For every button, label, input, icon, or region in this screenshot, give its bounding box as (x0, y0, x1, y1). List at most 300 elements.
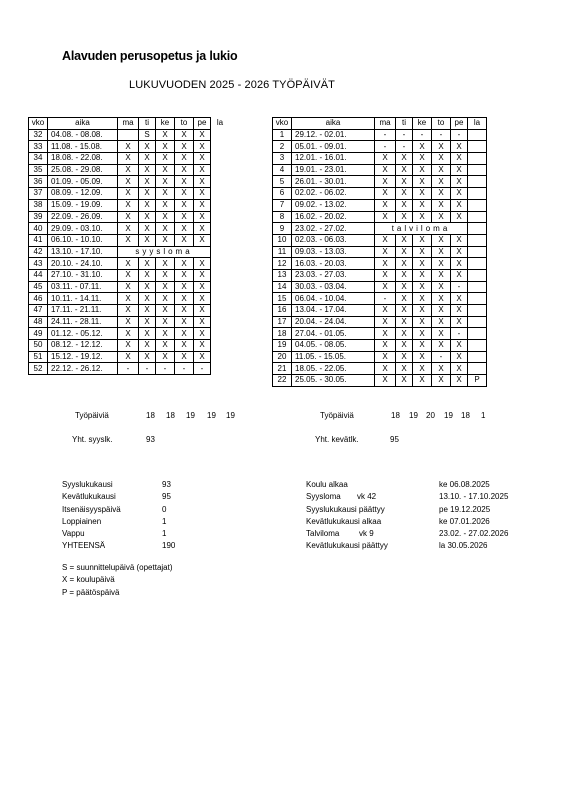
week-date-range: 23.03. - 27.03. (292, 269, 375, 281)
day-cell-to: X (175, 305, 194, 317)
day-cell-ma: - (375, 293, 396, 305)
day-cell-to: X (175, 316, 194, 328)
day-cell-ke: X (156, 258, 175, 270)
workdays-value-pe: 19 (226, 411, 235, 420)
week-date-range: 18.08. - 22.08. (48, 153, 118, 165)
day-cell-ti: X (396, 293, 413, 305)
day-cell-ke: X (156, 211, 175, 223)
day-cell-ti: X (396, 363, 413, 375)
day-cell-ti: X (139, 234, 156, 246)
day-cell-ti: - (139, 363, 156, 375)
day-cell-ti: X (396, 234, 413, 246)
week-date-range: 18.05. - 22.05. (292, 363, 375, 375)
day-cell-ti: X (139, 188, 156, 200)
column-header-ma: ma (375, 118, 396, 130)
autumn-calendar-table (28, 117, 230, 375)
day-cell-to: X (175, 199, 194, 211)
day-cell-ma: - (375, 129, 396, 141)
workdays-value-ti: 18 (166, 411, 175, 420)
day-cell-la (211, 129, 230, 141)
week-row (273, 153, 487, 165)
key-dates-extras (357, 479, 376, 553)
week-date-range: 20.04. - 24.04. (292, 316, 375, 328)
day-cell-ke: X (413, 176, 432, 188)
week-row (273, 129, 487, 141)
day-cell-ma: X (375, 305, 396, 317)
week-number: 35 (29, 164, 48, 176)
day-cell-ma: X (118, 340, 139, 352)
day-cell-la (211, 188, 230, 200)
day-cell-ma: X (118, 153, 139, 165)
workdays-label: Työpäiviä (75, 411, 109, 420)
day-counts-labels (62, 479, 121, 553)
week-number: 2 (273, 141, 292, 153)
week-row (273, 234, 487, 246)
spring-total-label: Yht. kevätlk. (315, 435, 359, 444)
day-cell-ma: X (375, 199, 396, 211)
week-date-range: 17.11. - 21.11. (48, 305, 118, 317)
date-extra (357, 540, 376, 552)
date-label: Kevätlukukausi päättyy (306, 541, 388, 551)
day-cell-pe: X (194, 340, 211, 352)
day-cell-ti: X (396, 305, 413, 317)
week-number: 20 (273, 351, 292, 363)
count-value: 1 (162, 529, 167, 539)
day-cell-to: - (432, 129, 451, 141)
spring-total-value: 95 (390, 435, 399, 444)
week-date-range: 09.02. - 13.02. (292, 199, 375, 211)
day-cell-ke: X (413, 188, 432, 200)
day-cell-la (211, 305, 230, 317)
day-cell-ke: X (156, 188, 175, 200)
week-date-range: 16.03. - 20.03. (292, 258, 375, 270)
day-cell-ti: X (139, 176, 156, 188)
week-row (29, 211, 230, 223)
week-date-range: 26.01. - 30.01. (292, 176, 375, 188)
day-cell-ke: - (156, 363, 175, 375)
week-row (273, 164, 487, 176)
week-row (29, 351, 230, 363)
day-cell-la (468, 340, 487, 352)
day-cell-to: X (432, 234, 451, 246)
week-row (29, 234, 230, 246)
day-cell-pe: X (194, 211, 211, 223)
day-cell-ke: X (413, 328, 432, 340)
day-cell-ma: X (118, 281, 139, 293)
workdays-value-ma: 18 (146, 411, 155, 420)
date-value: ke 06.08.2025 (439, 480, 490, 489)
day-cell-to: X (432, 305, 451, 317)
day-cell-to: X (432, 340, 451, 352)
day-cell-pe: X (451, 176, 468, 188)
day-cell-ke: X (413, 363, 432, 375)
day-cell-ke: X (156, 316, 175, 328)
week-number: 6 (273, 188, 292, 200)
week-number: 9 (273, 223, 292, 235)
day-cell-to: X (432, 328, 451, 340)
day-cell-pe: X (194, 199, 211, 211)
day-cell-la (468, 234, 487, 246)
week-number: 3 (273, 153, 292, 165)
day-cell-ti: X (139, 153, 156, 165)
week-number: 16 (273, 305, 292, 317)
day-cell-ma: X (118, 199, 139, 211)
day-cell-pe: X (194, 305, 211, 317)
day-cell-ke: X (156, 223, 175, 235)
key-dates-values (439, 479, 508, 553)
column-header-la: la (468, 118, 487, 130)
day-cell-pe: X (451, 293, 468, 305)
day-cell-ma: X (118, 141, 139, 153)
day-cell-ke: X (413, 199, 432, 211)
week-number: 52 (29, 363, 48, 375)
day-cell-la (468, 316, 487, 328)
day-cell-ti: X (139, 223, 156, 235)
day-cell-ti: X (396, 211, 413, 223)
week-row (273, 340, 487, 352)
day-cell-la (211, 141, 230, 153)
day-cell-ma: X (375, 340, 396, 352)
column-header-vko: vko (29, 118, 48, 130)
week-number: 46 (29, 293, 48, 305)
column-header-ma: ma (118, 118, 139, 130)
day-cell-pe: X (451, 269, 468, 281)
week-date-range: 27.10. - 31.10. (48, 269, 118, 281)
day-cell-ma: X (375, 153, 396, 165)
date-extra (357, 504, 376, 516)
week-number: 38 (29, 199, 48, 211)
workdays-value-to: 19 (207, 411, 216, 420)
day-cell-to: X (432, 246, 451, 258)
spring-calendar-table (272, 117, 487, 387)
workdays-value-to: 19 (444, 411, 453, 420)
day-cell-to: X (432, 269, 451, 281)
date-label: Syysloma (306, 492, 341, 502)
week-number: 19 (273, 340, 292, 352)
week-row (273, 363, 487, 375)
workdays-value-pe: 18 (461, 411, 470, 420)
day-cell-ti: X (139, 281, 156, 293)
date-extra: vk 9 (359, 529, 374, 539)
day-cell-to: - (175, 363, 194, 375)
day-cell-to: X (432, 363, 451, 375)
week-row (273, 258, 487, 270)
day-cell-pe: X (451, 234, 468, 246)
week-number: 50 (29, 340, 48, 352)
day-cell-ma: X (118, 223, 139, 235)
week-date-range: 04.08. - 08.08. (48, 129, 118, 141)
week-row (29, 188, 230, 200)
day-cell-ti: X (396, 199, 413, 211)
day-cell-ke: X (413, 316, 432, 328)
day-cell-ma: X (375, 211, 396, 223)
column-header-aika: aika (48, 118, 118, 130)
day-cell-to: X (175, 141, 194, 153)
day-cell-la (211, 164, 230, 176)
week-date-range: 20.10. - 24.10. (48, 258, 118, 270)
week-number: 32 (29, 129, 48, 141)
week-row (273, 176, 487, 188)
week-row (273, 211, 487, 223)
day-cell-la (468, 199, 487, 211)
week-number: 22 (273, 375, 292, 387)
day-cell-la (468, 269, 487, 281)
day-cell-ti: X (396, 375, 413, 387)
week-date-range: 22.12. - 26.12. (48, 363, 118, 375)
day-cell-ma: X (118, 305, 139, 317)
holiday-label: syysloma (118, 246, 211, 258)
day-cell-ti: X (139, 211, 156, 223)
day-cell-ti: X (139, 305, 156, 317)
day-cell-la (468, 176, 487, 188)
week-date-range: 23.02. - 27.02. (292, 223, 375, 235)
holiday-label: talviloma (375, 223, 468, 235)
column-header-to: to (432, 118, 451, 130)
week-number: 15 (273, 293, 292, 305)
day-cell-ma: X (118, 293, 139, 305)
week-row (29, 305, 230, 317)
day-cell-pe: X (194, 328, 211, 340)
week-row (29, 363, 230, 375)
day-cell-ke: X (413, 258, 432, 270)
day-cell-pe: X (194, 164, 211, 176)
day-cell-la (211, 234, 230, 246)
day-cell-ti: X (396, 281, 413, 293)
day-cell-ma: X (375, 176, 396, 188)
workdays-value-ma: 18 (391, 411, 400, 420)
week-row (29, 328, 230, 340)
week-date-range: 19.01. - 23.01. (292, 164, 375, 176)
date-value: pe 19.12.2025 (439, 504, 491, 514)
day-cell-pe: - (194, 363, 211, 375)
week-number: 12 (273, 258, 292, 270)
week-number: 8 (273, 211, 292, 223)
week-number: 14 (273, 281, 292, 293)
date-value: 23.02. - 27.02.2026 (439, 529, 509, 539)
day-cell-la (468, 281, 487, 293)
week-number: 21 (273, 363, 292, 375)
day-cell-la: P (468, 375, 487, 387)
legend-item-s: S = suunnittelupäivä (opettajat) (62, 563, 173, 572)
date-value: la 30.05.2026 (439, 541, 488, 551)
week-row (29, 164, 230, 176)
date-extra: vk 42 (357, 492, 377, 502)
week-row (29, 129, 230, 141)
day-cell-ke: X (413, 293, 432, 305)
week-row (273, 293, 487, 305)
day-cell-ma: X (375, 246, 396, 258)
day-cell-pe: X (194, 141, 211, 153)
day-cell-pe: X (194, 281, 211, 293)
count-value: 190 (162, 541, 176, 551)
day-cell-ke: X (156, 153, 175, 165)
day-cell-to: X (175, 351, 194, 363)
date-extra (357, 516, 376, 528)
week-date-range: 30.03. - 03.04. (292, 281, 375, 293)
week-number: 5 (273, 176, 292, 188)
day-cell-ti: X (396, 188, 413, 200)
day-cell-pe: X (451, 363, 468, 375)
day-cell-pe: X (194, 234, 211, 246)
day-cell-ma: X (375, 363, 396, 375)
count-label: Vappu (62, 529, 85, 539)
day-cell-la (468, 164, 487, 176)
day-cell-to: X (175, 211, 194, 223)
workdays-value-ke: 19 (186, 411, 195, 420)
day-cell-pe: X (194, 129, 211, 141)
autumn-total-value: 93 (146, 435, 155, 444)
day-cell-ke: X (156, 305, 175, 317)
day-cell-la (468, 258, 487, 270)
week-row (29, 293, 230, 305)
table-header-row (29, 118, 230, 130)
day-cell-ti: X (139, 328, 156, 340)
day-cell-ti: X (139, 316, 156, 328)
day-cell-ti: X (396, 246, 413, 258)
column-header-pe: pe (451, 118, 468, 130)
week-row (273, 246, 487, 258)
day-cell-pe: X (194, 153, 211, 165)
week-number: 37 (29, 188, 48, 200)
day-cell-pe: X (451, 258, 468, 270)
day-cell-la (211, 269, 230, 281)
date-label: Koulu alkaa (306, 480, 348, 489)
day-cell-la (211, 211, 230, 223)
day-cell-ma: X (118, 164, 139, 176)
day-cell-ti: X (396, 269, 413, 281)
day-cell-la (211, 153, 230, 165)
day-cell-ke: - (413, 129, 432, 141)
day-cell-ti: X (396, 258, 413, 270)
week-row (29, 269, 230, 281)
week-date-range: 13.10. - 17.10. (48, 246, 118, 258)
day-cell-la (468, 223, 487, 235)
week-row (273, 188, 487, 200)
day-cell-pe: X (451, 153, 468, 165)
week-date-range: 13.04. - 17.04. (292, 305, 375, 317)
day-cell-ma: X (118, 316, 139, 328)
week-number: 10 (273, 234, 292, 246)
day-cell-to: X (432, 258, 451, 270)
column-header-la: la (216, 118, 224, 128)
day-cell-la (468, 129, 487, 141)
day-cell-ma: X (118, 269, 139, 281)
week-number: 41 (29, 234, 48, 246)
week-row (29, 246, 230, 258)
day-cell-ke: X (156, 234, 175, 246)
week-number: 49 (29, 328, 48, 340)
day-cell-pe: X (194, 316, 211, 328)
count-value: 1 (162, 516, 167, 526)
day-cell-la (468, 305, 487, 317)
week-date-range: 02.02. - 06.02. (292, 188, 375, 200)
day-cell-pe: X (451, 199, 468, 211)
day-cell-ke: X (156, 351, 175, 363)
week-number: 47 (29, 305, 48, 317)
week-row (29, 316, 230, 328)
day-cell-ma: X (118, 351, 139, 363)
day-cell-ke: X (156, 281, 175, 293)
day-cell-ma: X (375, 316, 396, 328)
day-cell-ke: X (413, 305, 432, 317)
document-title: Alavuden perusopetus ja lukio (62, 49, 238, 63)
day-cell-ti: X (139, 351, 156, 363)
week-number: 48 (29, 316, 48, 328)
day-cell-la (468, 363, 487, 375)
week-date-range: 03.11. - 07.11. (48, 281, 118, 293)
column-header-ke: ke (156, 118, 175, 130)
day-cell-ma: X (375, 234, 396, 246)
count-label: Kevätlukukausi (62, 492, 116, 502)
day-cell-ma: X (118, 188, 139, 200)
week-number: 18 (273, 328, 292, 340)
week-date-range: 04.05. - 08.05. (292, 340, 375, 352)
column-header-pe: pe (194, 118, 211, 130)
day-cell-ti: X (139, 258, 156, 270)
day-cell-ke: X (156, 129, 175, 141)
week-row (273, 328, 487, 340)
column-header-to: to (175, 118, 194, 130)
day-cell-ma: X (375, 188, 396, 200)
day-cell-la (211, 246, 230, 258)
week-date-range: 06.10. - 10.10. (48, 234, 118, 246)
day-cell-ke: X (156, 199, 175, 211)
week-date-range: 10.11. - 14.11. (48, 293, 118, 305)
week-number: 33 (29, 141, 48, 153)
day-cell-to: X (175, 223, 194, 235)
day-cell-to: X (175, 188, 194, 200)
date-label: Kevätlukukausi alkaa (306, 516, 382, 526)
day-cell-ke: X (156, 141, 175, 153)
day-cell-pe: X (451, 188, 468, 200)
day-cell-pe: X (194, 223, 211, 235)
week-row (29, 281, 230, 293)
week-date-range: 11.05. - 15.05. (292, 351, 375, 363)
day-cell-pe: X (194, 351, 211, 363)
day-cell-pe: X (451, 246, 468, 258)
week-date-range: 08.09. - 12.09. (48, 188, 118, 200)
day-cell-ti: X (396, 351, 413, 363)
week-row (273, 269, 487, 281)
day-cell-pe: X (451, 305, 468, 317)
day-cell-ma: X (118, 258, 139, 270)
day-cell-pe: X (194, 188, 211, 200)
day-cell-ke: X (413, 164, 432, 176)
week-date-range: 24.11. - 28.11. (48, 316, 118, 328)
day-cell-ti: X (396, 153, 413, 165)
day-cell-to: X (432, 199, 451, 211)
week-row (29, 141, 230, 153)
workdays-value-la: 1 (481, 411, 486, 420)
week-row (29, 176, 230, 188)
document-subtitle: LUKUVUODEN 2025 - 2026 TYÖPÄIVÄT (129, 79, 335, 91)
day-cell-ti: X (139, 269, 156, 281)
workdays-value-ke: 20 (426, 411, 435, 420)
week-date-range: 06.04. - 10.04. (292, 293, 375, 305)
week-row (273, 305, 487, 317)
week-number: 17 (273, 316, 292, 328)
day-cell-la (468, 293, 487, 305)
date-label: Talviloma (306, 529, 340, 539)
workdays-value-ti: 19 (409, 411, 418, 420)
week-number: 39 (29, 211, 48, 223)
day-cell-to: X (432, 188, 451, 200)
week-number: 4 (273, 164, 292, 176)
day-cell-la (468, 328, 487, 340)
day-cell-pe: X (451, 164, 468, 176)
day-cell-ke: X (413, 153, 432, 165)
day-cell-ma: X (375, 351, 396, 363)
